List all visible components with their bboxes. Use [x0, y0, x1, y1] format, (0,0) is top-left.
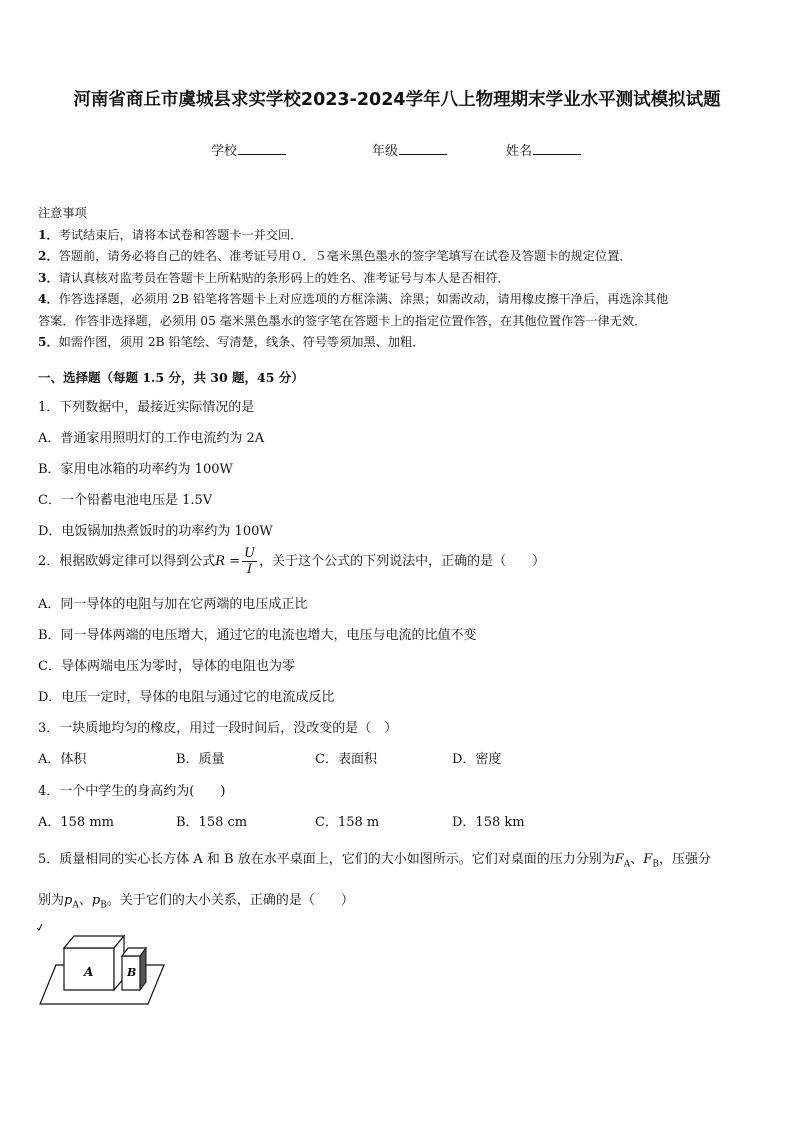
q4-option-b[interactable]: B．158 cm — [176, 815, 248, 830]
q5-text-2-end: 。关于它们的大小关系，正确的是（ ） — [106, 893, 354, 908]
name-label: 姓名 — [506, 144, 533, 159]
symbol-pb: $p_B$ — [91, 893, 107, 911]
separator: 、 — [78, 893, 92, 908]
notes-item: 4．作答选择题，必须用 2B 铅笔将答题卡上对应选项的方框涂满、涂黑；如需改动，请用橡皮擦干净后，再选涂其他 — [38, 292, 669, 306]
q1-option-d[interactable]: D．电饭锅加热煮饭时的功率约为 100W — [38, 524, 273, 539]
school-label: 学校 — [211, 144, 238, 159]
q4-option-c[interactable]: C．158 m — [315, 815, 380, 830]
formula-fraction — [242, 546, 257, 577]
grade-field — [372, 140, 447, 159]
formula-denominator: I — [247, 562, 253, 577]
school-field — [211, 140, 286, 159]
label-b: B — [127, 966, 137, 979]
grade-blank[interactable] — [399, 141, 447, 155]
q5-text-end: ，压强分 — [658, 852, 711, 867]
q2-stem — [38, 546, 545, 577]
page-title: 河南省商丘市虞城县求实学校2023-2024学年八上物理期末学业水平测试模拟试题 — [73, 90, 721, 110]
notes-heading: 注意事项 — [38, 206, 87, 220]
symbol-fb: $F_B$ — [643, 852, 659, 870]
separator: 、 — [630, 852, 644, 867]
blocks-diagram — [36, 920, 166, 1010]
notes-item: 答案．作答非选择题，必须用 05 毫米黑色墨水的签字笔在答题卡上的指定位置作答，在其他位置作答一律无效． — [38, 313, 647, 328]
notes-item: 3．请认真核对监考员在答题卡上所粘贴的条形码上的姓名、准考证号与本人是否相符． — [38, 270, 510, 285]
q5-line-2 — [38, 889, 354, 911]
notes-section — [38, 203, 762, 354]
q4-option-d[interactable]: D．158 km — [452, 815, 525, 830]
q2-option-d[interactable]: D．电压一定时，导体的电阻与通过它的电流成反比 — [38, 690, 335, 705]
q2-stem-text: 2．根据欧姆定律可以得到公式 — [38, 554, 216, 569]
name-field — [506, 140, 581, 159]
formula-numerator: U — [244, 546, 256, 561]
school-blank[interactable] — [238, 141, 286, 155]
symbol-fa: $F_A$ — [614, 852, 631, 870]
notes-item: 2．答题前，请务必将自己的姓名、准考证号用０．５毫米黑色墨水的签字笔填写在试卷及答题卡的规定位置． — [38, 249, 632, 263]
q4-stem: 4．一个中学生的身高约为( ) — [38, 784, 226, 799]
q3-option-b[interactable]: B．质量 — [176, 752, 225, 767]
q3-option-d[interactable]: D．密度 — [452, 752, 502, 767]
notes-item: 1．考试结束后，请将本试卷和答题卡一并交回． — [38, 227, 303, 242]
q1-option-a[interactable]: A．普通家用照明灯的工作电流约为 2A — [38, 431, 265, 446]
q2-option-b[interactable]: B．同一导体两端的电压增大，通过它的电流也增大，电压与电流的比值不变 — [38, 628, 477, 643]
q3-stem: 3．一块质地均匀的橡皮，用过一段时间后，没改变的是（ ） — [38, 721, 398, 736]
q2-option-a[interactable]: A．同一导体的电阻与加在它两端的电压成正比 — [38, 597, 308, 612]
blocks-figure — [36, 920, 166, 1010]
q2-stem-tail: ，关于这个公式的下列说法中，正确的是（ ） — [259, 554, 546, 569]
q1-option-b[interactable]: B．家用电冰箱的功率约为 100W — [38, 462, 233, 477]
q5-text: 5．质量相同的实心长方体 A 和 B 放在水平桌面上，它们的大小如图所示。它们对桌面的压力分别为 — [38, 852, 615, 867]
notes-item: 5．如需作图，须用 2B 铅笔绘、写清楚，线条、符号等须加黑、加粗． — [38, 335, 425, 349]
q5-line-1 — [38, 848, 711, 870]
q5-text-2: 别为 — [38, 893, 65, 908]
student-info-row — [0, 140, 794, 160]
q1-option-c[interactable]: C．一个铅蓄电池电压是 1.5V — [38, 493, 213, 508]
grade-label: 年级 — [372, 144, 399, 159]
section-heading: 一、选择题（每题 1.5 分，共 30 题，45 分） — [38, 370, 304, 385]
name-blank[interactable] — [533, 141, 581, 155]
q3-option-a[interactable]: A．体积 — [38, 752, 87, 767]
q1-stem: 1．下列数据中，最接近实际情况的是 — [38, 400, 255, 415]
symbol-pa: $p_A$ — [64, 893, 79, 911]
formula-lhs: R = — [215, 554, 241, 569]
q4-option-a[interactable]: A．158 mm — [38, 815, 114, 830]
label-a: A — [84, 965, 94, 979]
q3-option-c[interactable]: C．表面积 — [315, 752, 377, 767]
q2-option-c[interactable]: C．导体两端电压为零时，导体的电阻也为零 — [38, 659, 295, 674]
